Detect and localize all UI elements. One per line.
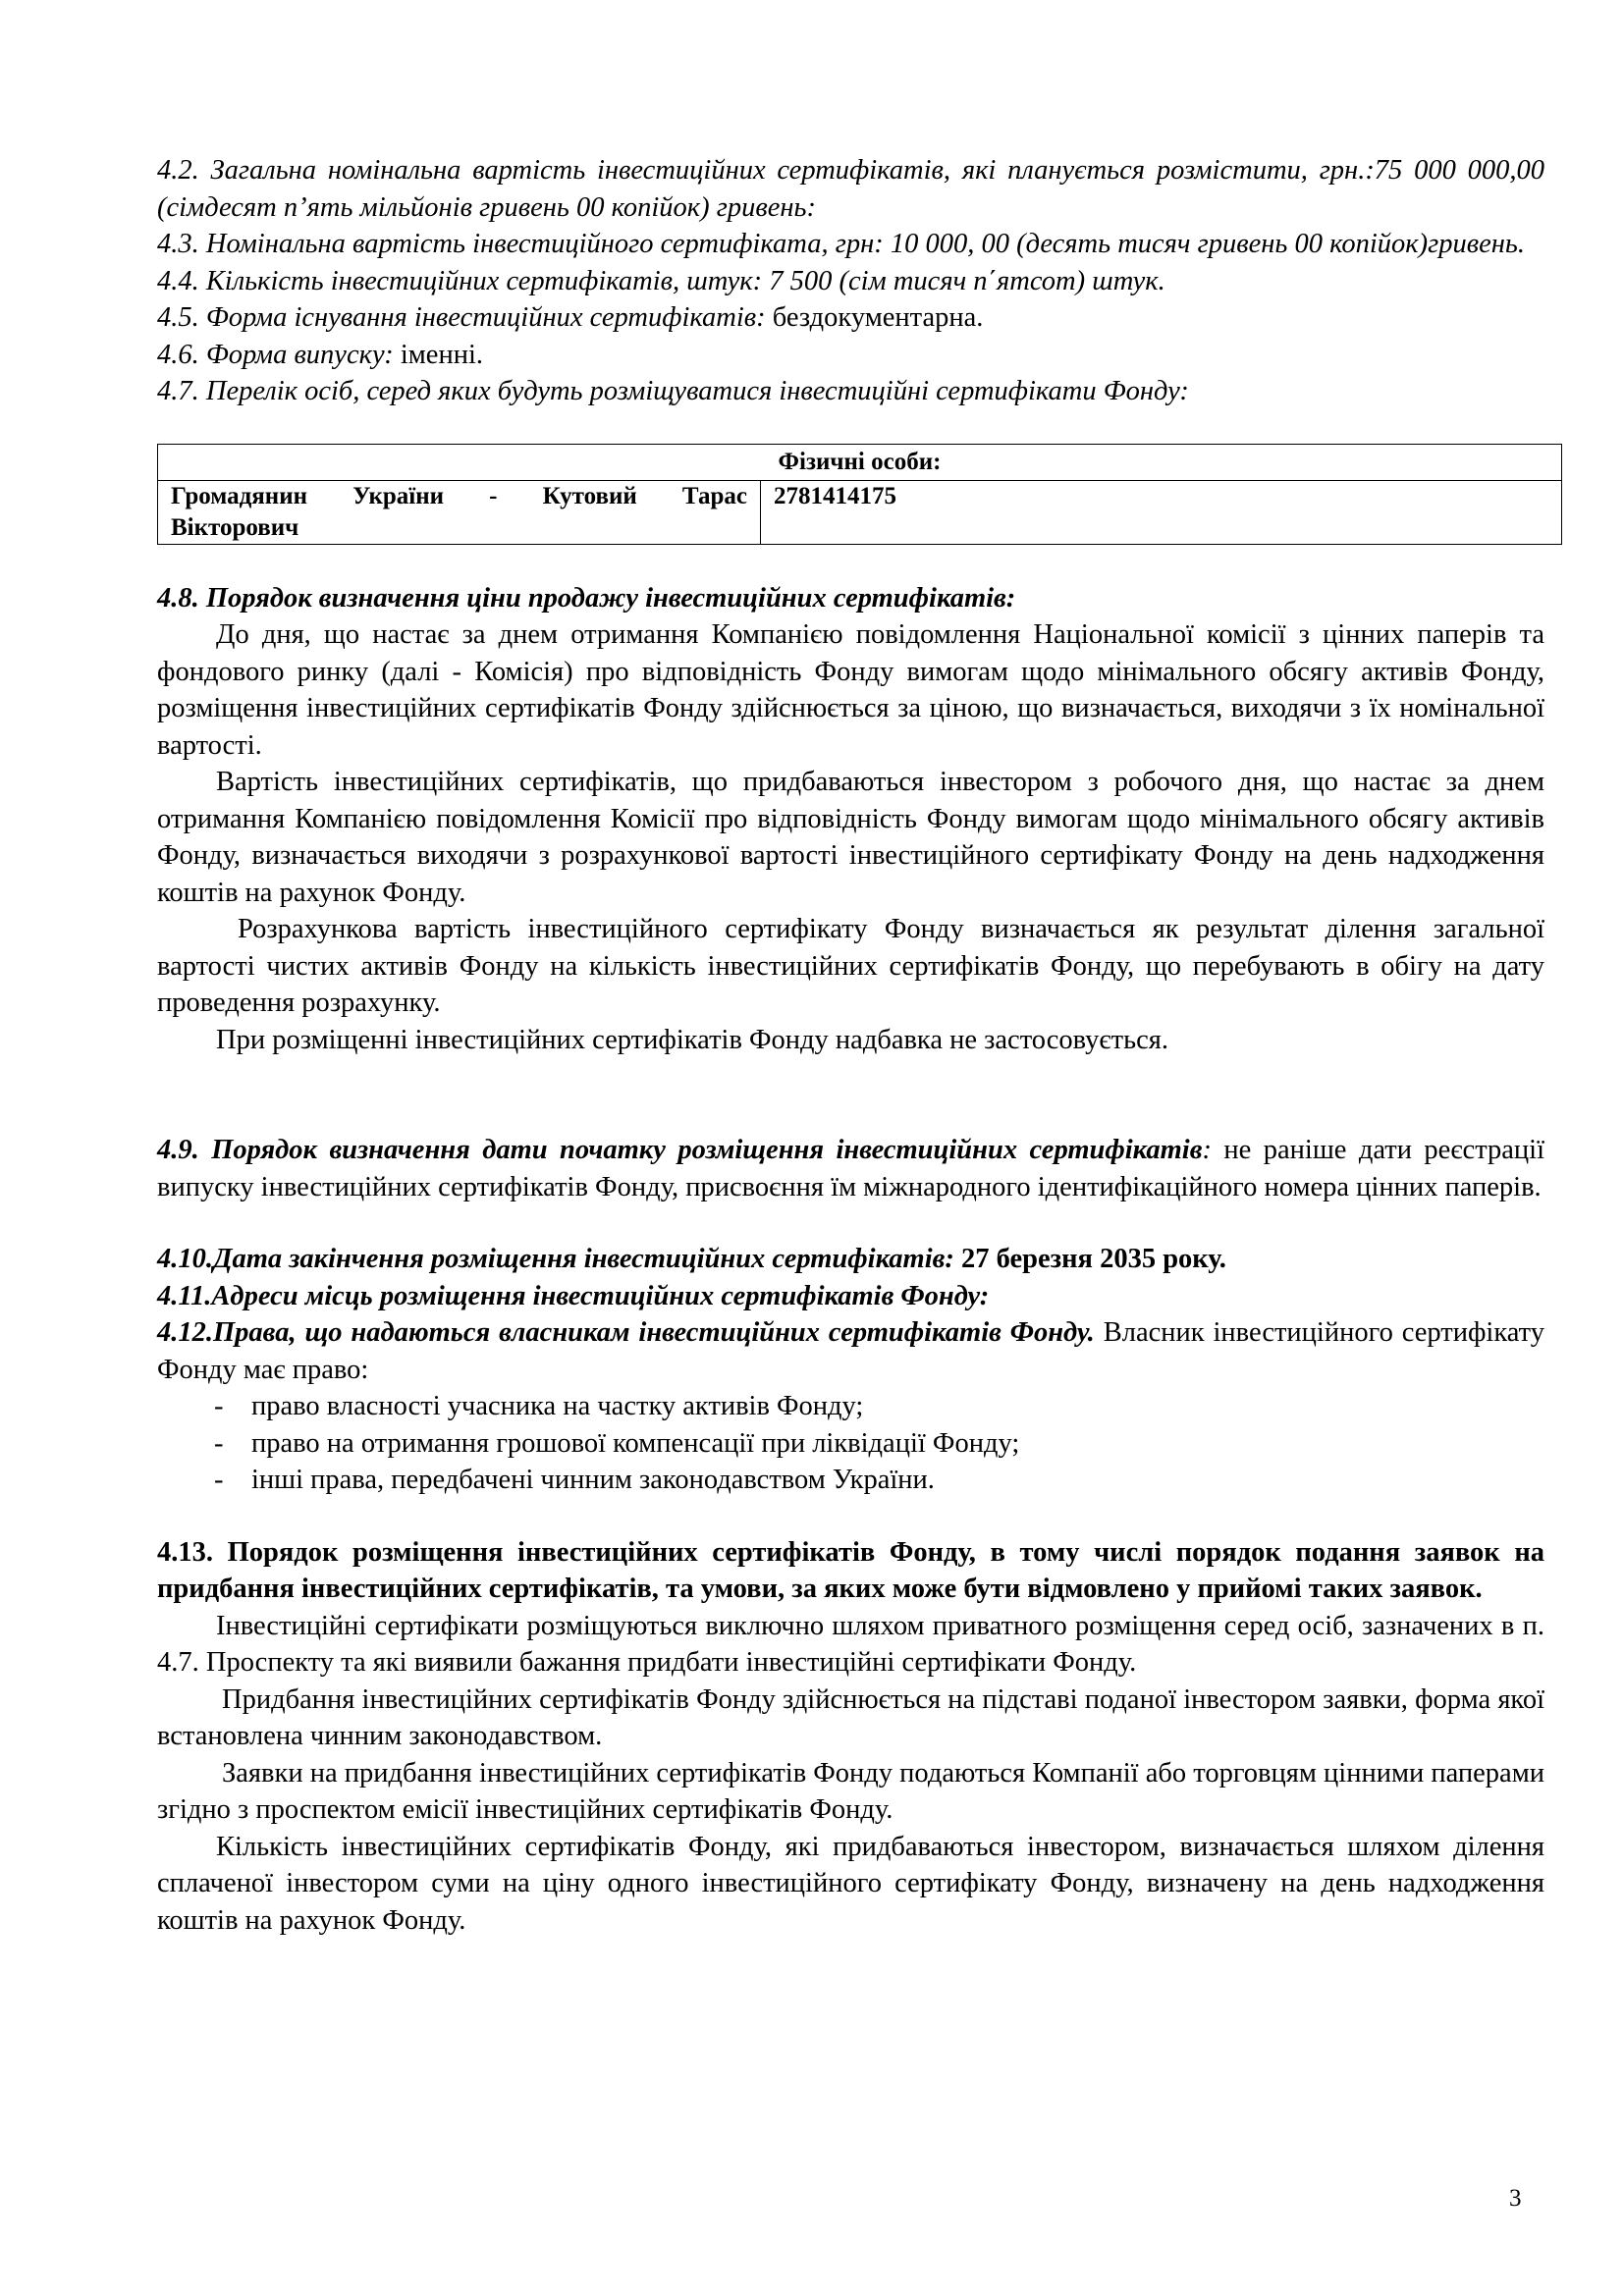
section-4-9 [157, 1132, 1544, 1205]
person-name-word: Громадянин [171, 482, 308, 509]
item-4-7: 4.7. Перелік осіб, серед яких будуть розміщуватися інвестиційні сертифікати Фонду: [157, 376, 1189, 406]
item-4-6-value: іменні. [393, 339, 483, 370]
section-4-13-para2: Придбання інвестиційних сертифікатів Фонду здійснюється на підставі поданої інвестором заявки, форма якої встановлена чинним законодавством. [157, 1683, 1544, 1751]
person-name-word: - [489, 482, 498, 509]
list-dash: - [214, 1465, 224, 1495]
section-4-12-heading: 4.12.Права, що надаються власникам інвестиційних сертифікатів Фонду. [157, 1317, 1095, 1348]
list-item [214, 1388, 1544, 1425]
item-4-5 [157, 299, 1544, 337]
list-dash: - [214, 1427, 224, 1459]
section-4-9-colon: : [1202, 1135, 1212, 1165]
persons-table-header-row [158, 444, 1562, 480]
section-4-10 [157, 1241, 1544, 1278]
section-4-8-para4: При розміщенні інвестиційних сертифікатів Фонду надбавка не застосовується. [216, 1024, 1168, 1055]
persons-table [157, 444, 1562, 545]
section-4-8-para1: До дня, що настає за днем отримання Компанією повідомлення Національної комісії з цінних паперів та фондового ринку (далі - Комісія) про відповідність Фонду вимогам щодо мінімального обсягу активів Фонду, розміщення інвестиційних сертифікатів Фонду здійснюється за ціною, що визначається, виходячи з їх номінальної вартості. [157, 619, 1544, 761]
section-4-8-para3: Розрахункова вартість інвестиційного сертифікату Фонду визначається як результат ділення загальної вартості чистих активів Фонду на кількість інвестиційних сертифікатів Фонду, що перебувають в обігу на дату проведення розрахунку. [157, 914, 1544, 1018]
section-4-9-heading: 4.9. Порядок визначення дати початку розміщення інвестиційних сертифікатів [157, 1135, 1203, 1165]
section-4-13-heading: 4.13. Порядок розміщення інвестиційних сертифікатів Фонду, в тому числі порядок подання заявок на придбання інвестиційних сертифікатів, та умови, за яких може бути відмовлено у прийомі таких заявок. [157, 1536, 1544, 1604]
section-4-10-value: 27 березня 2035 року. [953, 1244, 1226, 1274]
person-name-cell [158, 480, 761, 544]
item-4-5-label: 4.5. Форма існування інвестиційних сертифікатів: [157, 302, 766, 333]
list-item [214, 1462, 1544, 1499]
page-number: 3 [1509, 2185, 1522, 2212]
person-name-word: Тарас [681, 482, 747, 509]
document-page [157, 152, 1544, 1939]
list-dash: - [214, 1391, 224, 1421]
list-item-text: право на отримання грошової компенсації при ліквідації Фонду; [251, 1427, 1020, 1459]
spacer [157, 1499, 1544, 1534]
item-4-4: 4.4. Кількість інвестиційних сертифікатів, штук: 7 500 (сім тисяч п΄ятсот) штук. [157, 265, 1165, 296]
item-4-2: 4.2. Загальна номінальна вартість інвестиційних сертифікатів, які планується розмістити, грн.:75 000 000,00 (сімдесят п’ять мільйонів гривень 00 копійок) гривень: [157, 155, 1544, 223]
section-4-8-heading: 4.8. Порядок визначення ціни продажу інвестиційних сертифікатів: [157, 582, 1016, 614]
section-4-12 [157, 1314, 1544, 1388]
person-name-line2: Вікторович [171, 513, 299, 541]
rights-list [157, 1388, 1544, 1499]
list-item-text: право власності учасника на частку активів Фонду; [251, 1391, 864, 1421]
section-4-13-para1: Інвестиційні сертифікати розміщуються виключно шляхом приватного розміщення серед осіб, зазначених в п. 4.7. Проспекту та які виявили бажання придбати інвестиційні сертифікати Фонду. [157, 1610, 1544, 1678]
item-4-6 [157, 337, 1544, 374]
list-item-text: інші права, передбачені чинним законодавством України. [251, 1465, 935, 1495]
person-name-line1 [171, 481, 747, 512]
section-4-9-text: не раніше дати реєстрації випуску інвестиційних сертифікатів Фонду, присвоєння їм міжнародного ідентифікаційного номера цінних паперів. [157, 1135, 1544, 1202]
item-4-6-label: 4.6. Форма випуску: [157, 339, 394, 370]
section-4-12-text: Власник інвестиційного сертифікату Фонду має право: [157, 1317, 1544, 1385]
section-4-8-para2: Вартість інвестиційних сертифікатів, що придбаваються інвестором з робочого дня, що настає за днем отримання Компанією повідомлення Комісії про відповідність Фонду вимогам щодо мінімального обсягу активів Фонду, визначається виходячи з розрахункової вартості інвестиційного сертифікату Фонду на день надходження коштів на рахунок Фонду. [157, 767, 1544, 908]
item-4-5-value: бездокументарна. [765, 302, 984, 333]
person-name-word: Кутовий [542, 482, 637, 509]
person-code-cell: 2781414175 [761, 480, 1562, 544]
section-4-13-para3: Заявки на придбання інвестиційних сертифікатів Фонду подаються Компанії або торговцям цінними паперами згідно з проспектом емісії інвестиційних сертифікатів Фонду. [157, 1757, 1544, 1825]
section-4-10-label: 4.10.Дата закінчення розміщення інвестиційних сертифікатів: [157, 1244, 954, 1274]
spacer [157, 1205, 1544, 1241]
item-4-3: 4.3. Номінальна вартість інвестиційного сертифіката, грн: 10 000, 00 (десять тисяч гривень 00 копійок)гривень. [157, 229, 1526, 259]
persons-table-header: Фізичні особи: [158, 444, 1562, 480]
table-row [158, 480, 1562, 544]
person-name-word: України [352, 482, 445, 509]
spacer [157, 1058, 1544, 1132]
section-4-11: 4.11.Адреси місць розміщення інвестиційних сертифікатів Фонду: [157, 1280, 990, 1311]
section-4-13-para4: Кількість інвестиційних сертифікатів Фонду, які придбаваються інвестором, визначається шляхом ділення сплаченої інвестором суми на ціну одного інвестиційного сертифікату Фонду, визначену на день надходження коштів на рахунок Фонду. [157, 1831, 1544, 1936]
list-item [214, 1425, 1544, 1463]
